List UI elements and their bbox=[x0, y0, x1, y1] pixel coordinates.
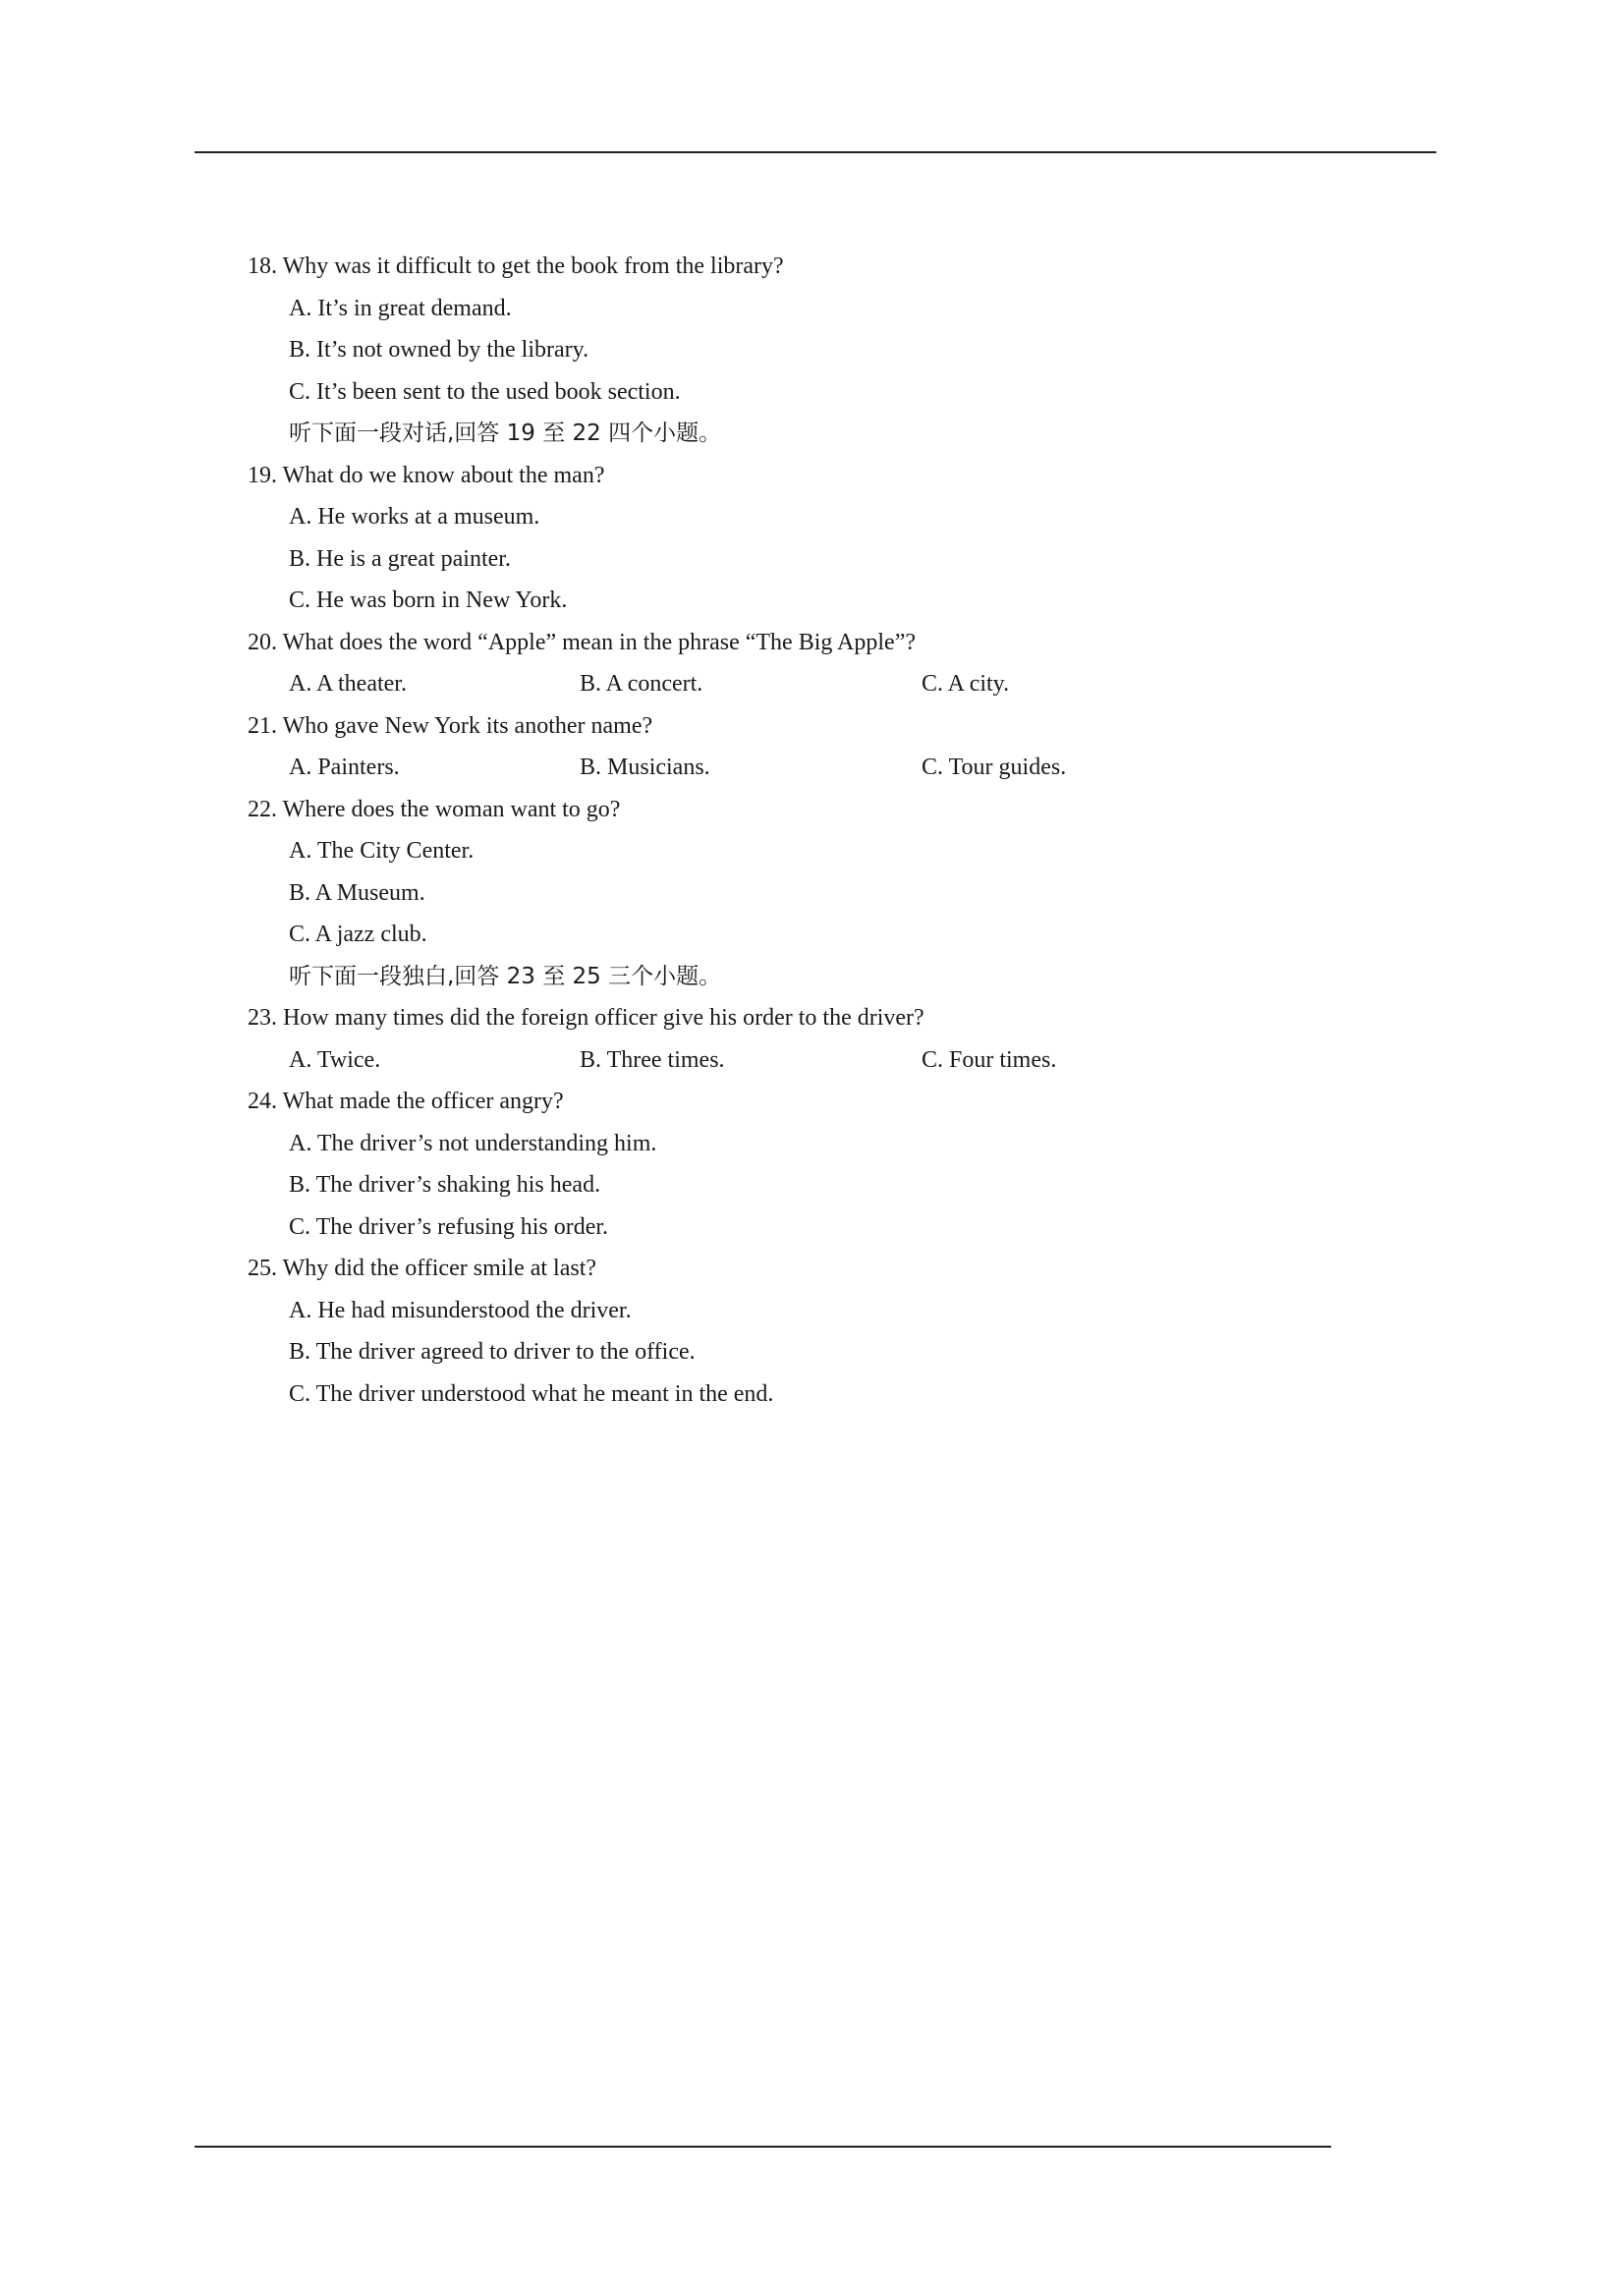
answer-option: A. The driver’s not understanding him. bbox=[289, 1130, 657, 1156]
answer-option: B. A concert. bbox=[580, 671, 703, 697]
answer-option: A. He had misunderstood the driver. bbox=[289, 1297, 632, 1323]
answer-option: C. A city. bbox=[922, 671, 1010, 697]
answer-option: B. It’s not owned by the library. bbox=[289, 337, 589, 363]
question-text: 18. Why was it difficult to get the book from the library? bbox=[248, 253, 784, 279]
question-text: 23. How many times did the foreign officer give his order to the driver? bbox=[248, 1005, 924, 1031]
question-text: 21. Who gave New York its another name? bbox=[248, 712, 653, 739]
question-text: 22. Where does the woman want to go? bbox=[248, 796, 621, 822]
answer-option: B. The driver agreed to driver to the office. bbox=[289, 1339, 696, 1365]
answer-options-row bbox=[248, 1039, 1377, 1082]
answer-option: B. A Museum. bbox=[289, 879, 425, 906]
question-text: 20. What does the word “Apple” mean in the phrase “The Big Apple”? bbox=[248, 629, 917, 655]
answer-option: B. He is a great painter. bbox=[289, 545, 511, 572]
header-rule bbox=[195, 151, 1436, 153]
answer-option: A. He works at a museum. bbox=[289, 504, 540, 530]
answer-option: A. A theater. bbox=[289, 671, 407, 697]
question-text: 24. What made the officer angry? bbox=[248, 1089, 564, 1114]
answer-option: B. The driver’s shaking his head. bbox=[289, 1172, 601, 1198]
answer-option: B. Musicians. bbox=[580, 755, 710, 780]
section-instruction: 听下面一段独白,回答 23 至 25 三个小题。 bbox=[289, 963, 722, 989]
answer-options-row bbox=[248, 747, 1377, 789]
answer-option: C. The driver understood what he meant in the end. bbox=[289, 1380, 774, 1407]
exam-content bbox=[248, 246, 1377, 1415]
answer-options-row bbox=[248, 663, 1377, 705]
answer-option: B. Three times. bbox=[580, 1046, 725, 1073]
answer-option: C. The driver’s refusing his order. bbox=[289, 1213, 609, 1240]
answer-option: C. Tour guides. bbox=[922, 755, 1067, 780]
answer-option: C. It’s been sent to the used book section. bbox=[289, 378, 681, 405]
footer-rule bbox=[195, 2146, 1331, 2148]
answer-option: C. He was born in New York. bbox=[289, 588, 568, 613]
answer-option: C. A jazz club. bbox=[289, 922, 427, 947]
question-text: 25. Why did the officer smile at last? bbox=[248, 1256, 597, 1281]
question-text: 19. What do we know about the man? bbox=[248, 462, 605, 488]
answer-option: A. Painters. bbox=[289, 755, 400, 780]
section-instruction: 听下面一段对话,回答 19 至 22 四个小题。 bbox=[289, 420, 722, 446]
answer-option: C. Four times. bbox=[922, 1046, 1057, 1073]
answer-option: A. It’s in great demand. bbox=[289, 295, 512, 321]
answer-option: A. Twice. bbox=[289, 1046, 381, 1073]
answer-option: A. The City Center. bbox=[289, 838, 475, 864]
